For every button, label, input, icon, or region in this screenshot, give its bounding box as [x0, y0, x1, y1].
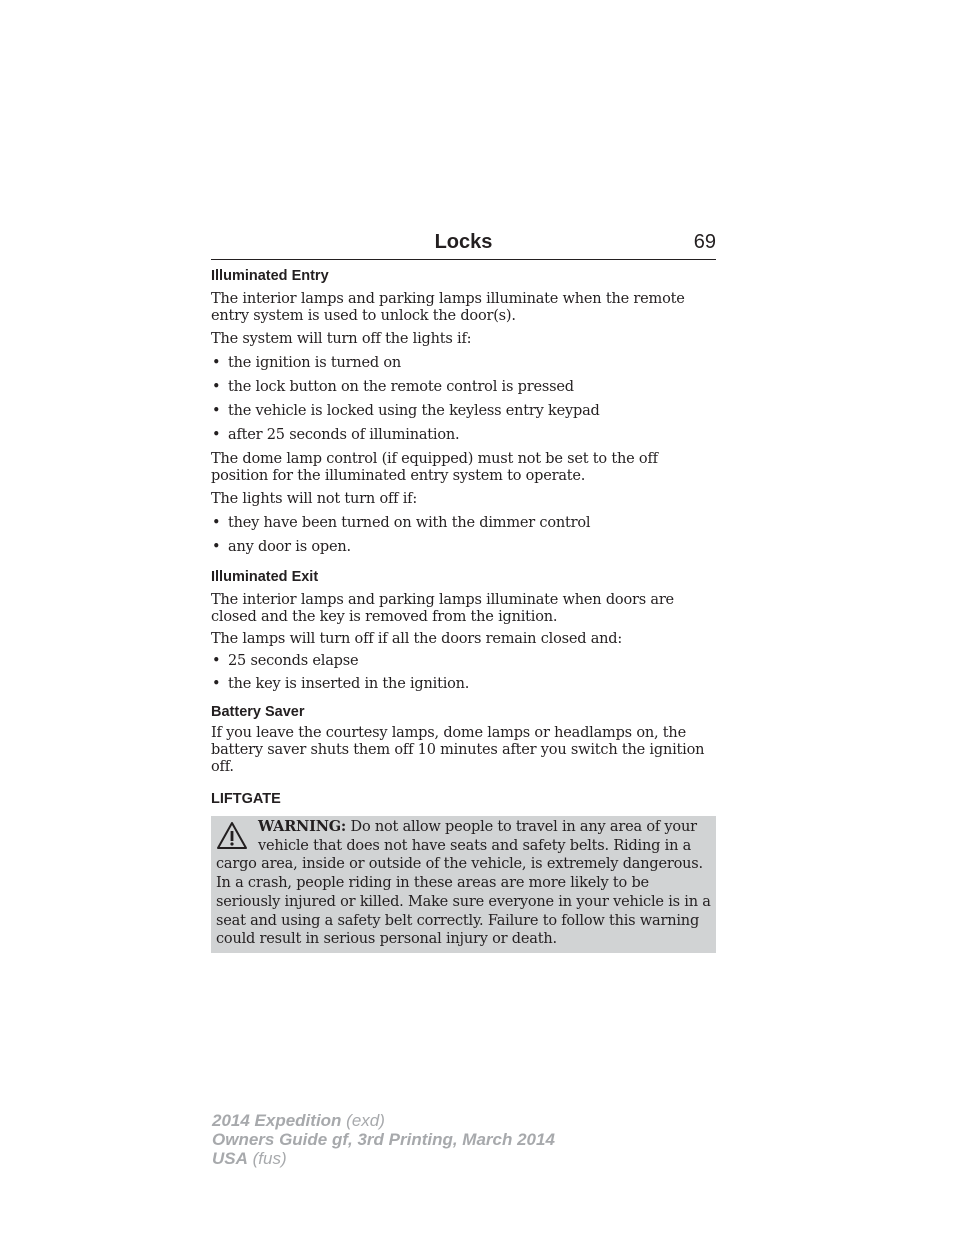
paragraph: The system will turn off the lights if: — [211, 331, 472, 347]
paragraph: If you leave the courtesy lamps, dome lamps or headlamps on, the battery saver shuts them off 10 minutes after you switch the ignition off. — [211, 725, 705, 775]
paragraph: The interior lamps and parking lamps illuminate when doors are closed and the key is removed from the ignition. — [211, 592, 674, 625]
footer-code: (exd) — [341, 1111, 385, 1130]
footer-printing: Owners Guide gf, 3rd Printing, March 2014 — [212, 1130, 555, 1149]
footer-model: 2014 Expedition — [212, 1111, 342, 1130]
bullet-list — [211, 355, 716, 444]
list-item: • after 25 seconds of illumination. — [211, 427, 716, 444]
list-item: • 25 seconds elapse — [211, 653, 716, 670]
paragraph: The lamps will turn off if all the doors remain closed and: — [211, 631, 623, 647]
footer-line — [212, 1149, 555, 1168]
warning-text: Do not allow people to travel in any area of your — [350, 819, 697, 835]
footer-market: USA — [212, 1149, 248, 1168]
footer-code: (fus) — [247, 1149, 287, 1168]
warning-box — [211, 816, 716, 953]
list-item: • the ignition is turned on — [211, 355, 716, 372]
list-item: • they have been turned on with the dimmer control — [211, 515, 716, 532]
page-header — [211, 226, 716, 260]
warning-triangle-icon — [216, 821, 248, 851]
paragraph: The dome lamp control (if equipped) must not be set to the off position for the illuminated entry system to operate. — [211, 451, 658, 484]
heading-illuminated-entry: Illuminated Entry — [211, 268, 329, 284]
paragraph: The interior lamps and parking lamps illuminate when the remote entry system is used to unlock the door(s). — [211, 291, 685, 324]
heading-liftgate: LIFTGATE — [211, 791, 281, 807]
paragraph: The lights will not turn off if: — [211, 491, 418, 507]
warning-label: WARNING: — [258, 818, 347, 835]
bullet-list — [211, 653, 716, 693]
warning-first-line — [216, 818, 711, 837]
page-content — [211, 266, 716, 809]
list-item: • the lock button on the remote control is pressed — [211, 379, 716, 396]
heading-battery-saver: Battery Saver — [211, 704, 305, 720]
warning-text: vehicle that does not have seats and safety belts. Riding in a — [258, 837, 692, 854]
footer-line — [212, 1111, 555, 1130]
list-item: • the vehicle is locked using the keyless entry keypad — [211, 403, 716, 420]
chapter-title: Locks — [434, 231, 493, 253]
warning-text: cargo area, inside or outside of the vehicle, is extremely dangerous. In a crash, people riding in these areas are more likely to be seriously injured or killed. Make sure everyone in your vehicle is in a seat and using a safety belt correctly. Failure to follow this warning could result in serious personal injury or death. — [216, 856, 711, 948]
list-item: • any door is open. — [211, 539, 716, 556]
bullet-list — [211, 515, 716, 556]
page-number: 69 — [693, 231, 716, 253]
list-item: • the key is inserted in the ignition. — [211, 676, 716, 693]
footer-line — [212, 1130, 555, 1149]
heading-illuminated-exit: Illuminated Exit — [211, 569, 319, 585]
page-footer — [212, 1111, 555, 1168]
